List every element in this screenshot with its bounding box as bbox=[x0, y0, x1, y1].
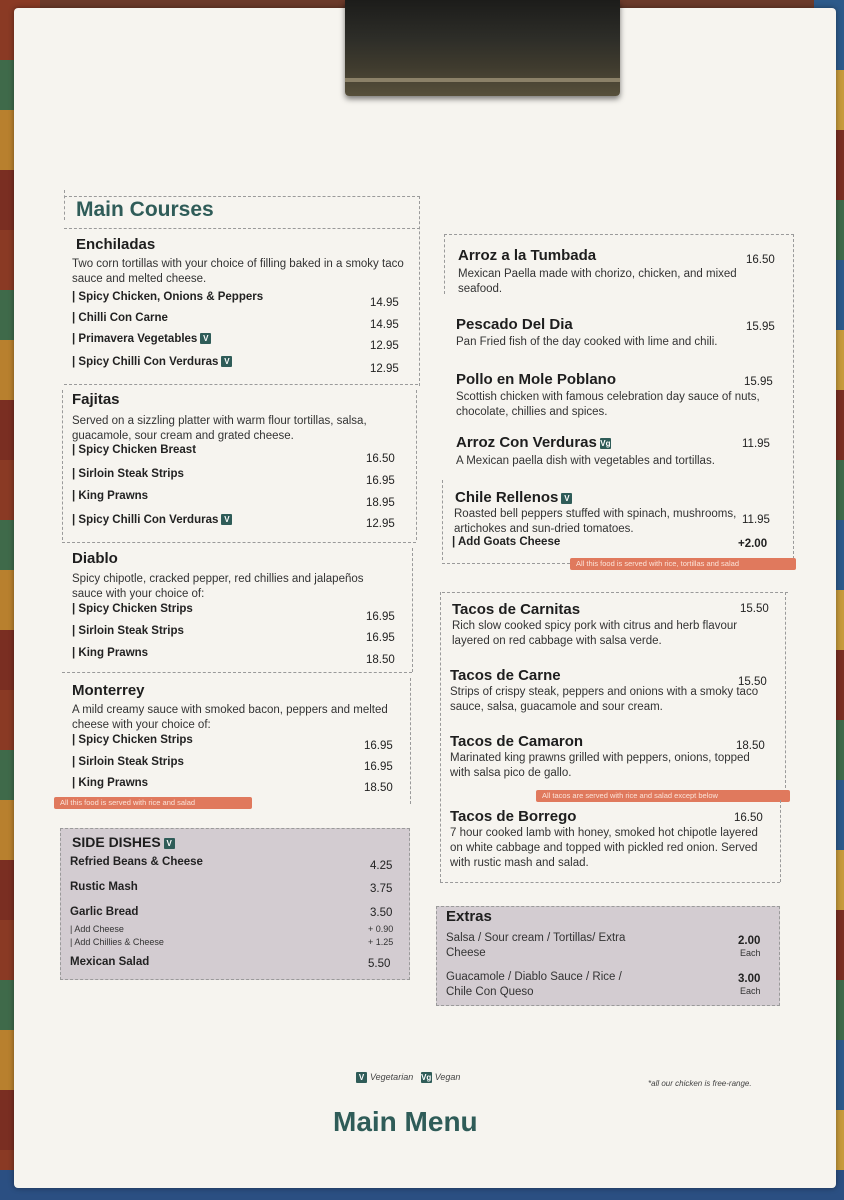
menu-item-price: 12.95 bbox=[370, 363, 399, 375]
divider bbox=[442, 592, 788, 593]
vegetarian-icon: V bbox=[221, 356, 232, 367]
menu-item-price: 16.95 bbox=[364, 761, 393, 773]
side-addon-price: + 1.25 bbox=[368, 937, 394, 947]
divider bbox=[64, 384, 418, 385]
addon-price: +2.00 bbox=[738, 538, 768, 550]
divider bbox=[780, 800, 781, 882]
side-item-name: Rustic Mash bbox=[70, 881, 138, 893]
menu-item-name: | Primavera Vegetables V bbox=[72, 333, 211, 345]
menu-item-name: | Spicy Chicken Breast bbox=[72, 444, 197, 456]
dish-name: Pollo en Mole Poblano bbox=[456, 371, 617, 388]
served-with-note: All tacos are served with rice and salad except below bbox=[536, 790, 790, 802]
dietary-legend: V Vegetarian Vg Vegan bbox=[356, 1072, 460, 1083]
side-item-price: 4.25 bbox=[370, 860, 393, 872]
menu-item-name: | Spicy Chicken, Onions & Peppers bbox=[72, 291, 264, 303]
menu-item-name: | Spicy Chicken Strips bbox=[72, 734, 193, 746]
dish-price: 16.50 bbox=[734, 812, 763, 824]
dish-price: 15.95 bbox=[746, 321, 775, 333]
dish-name: Tacos de Borrego bbox=[450, 808, 577, 825]
vegan-icon: Vg bbox=[600, 438, 611, 448]
dish-name: Tacos de Carnitas bbox=[452, 601, 581, 618]
menu-item-price: 14.95 bbox=[370, 319, 399, 331]
dish-price: 16.50 bbox=[746, 254, 775, 266]
vegetarian-icon: V bbox=[221, 514, 232, 525]
vegetarian-icon: V bbox=[356, 1072, 367, 1083]
extras-item-name: Salsa / Sour cream / Tortillas/ Extra Cheese bbox=[446, 932, 626, 959]
dish-description: Served on a sizzling platter with warm flour tortillas, salsa, guacamole, sour cream and grated cheese. bbox=[72, 415, 367, 442]
menu-item-price: 18.50 bbox=[364, 782, 393, 794]
divider bbox=[62, 672, 412, 673]
menu-item-name: | Spicy Chilli Con Verduras V bbox=[72, 514, 232, 526]
dish-description: Mexican Paella made with chorizo, chicken, and mixed seafood. bbox=[458, 268, 737, 295]
divider bbox=[793, 234, 794, 559]
divider bbox=[444, 234, 445, 294]
menu-item-price: 16.95 bbox=[366, 632, 395, 644]
side-item-name: Mexican Salad bbox=[70, 956, 150, 968]
menu-item-name: | Spicy Chilli Con Verduras V bbox=[72, 356, 232, 368]
menu-item-price: 16.95 bbox=[364, 740, 393, 752]
main-courses-title: Main Courses bbox=[76, 198, 214, 221]
side-item-price: 5.50 bbox=[368, 958, 391, 970]
dish-price: 15.50 bbox=[738, 676, 767, 688]
divider bbox=[440, 592, 441, 882]
extras-item-price: 3.00 bbox=[738, 973, 761, 985]
dish-description: Marinated king prawns grilled with peppers, onions, topped with salsa pico de gallo. bbox=[450, 752, 750, 779]
extras-item-unit: Each bbox=[740, 948, 761, 958]
side-item-name: Garlic Bread bbox=[70, 906, 139, 918]
served-with-note: All this food is served with rice and salad bbox=[54, 797, 252, 809]
side-addon-price: + 0.90 bbox=[368, 924, 394, 934]
clipboard-clip bbox=[345, 0, 620, 96]
divider bbox=[64, 228, 420, 229]
side-item-price: 3.75 bbox=[370, 883, 393, 895]
extras-item-price: 2.00 bbox=[738, 935, 761, 947]
vegetarian-icon: V bbox=[561, 493, 572, 504]
dish-description: Scottish chicken with famous celebration day sauce of nuts, chocolate, chillies and spices. bbox=[456, 391, 760, 418]
menu-item-name: | King Prawns bbox=[72, 777, 149, 789]
menu-item-name: | Sirloin Steak Strips bbox=[72, 468, 184, 480]
dish-price: 11.95 bbox=[742, 514, 770, 526]
side-dishes-title: SIDE DISHES V bbox=[72, 834, 175, 850]
menu-item-price: 18.50 bbox=[366, 654, 395, 666]
side-addon-name: | Add Cheese bbox=[70, 924, 124, 934]
dish-price: 15.95 bbox=[744, 376, 773, 388]
divider bbox=[412, 548, 413, 672]
dish-description: Two corn tortillas with your choice of filling baked in a smoky taco sauce and melted cheese. bbox=[72, 258, 404, 285]
side-item-price: 3.50 bbox=[370, 907, 393, 919]
extras-title: Extras bbox=[446, 908, 492, 925]
extras-item-name: Guacamole / Diablo Sauce / Rice / Chile Con Queso bbox=[446, 971, 622, 998]
menu-item-name: | King Prawns bbox=[72, 647, 149, 659]
vegetarian-icon: V bbox=[164, 838, 175, 849]
vegan-icon: Vg bbox=[421, 1073, 432, 1083]
extras-item-unit: Each bbox=[740, 986, 761, 996]
dish-description: Spicy chipotle, cracked pepper, red chillies and jalapeños sauce with your choice of: bbox=[72, 573, 364, 600]
menu-item-price: 16.95 bbox=[366, 611, 395, 623]
divider bbox=[442, 480, 443, 560]
dish-description: Rich slow cooked spicy pork with citrus and herb flavour layered on red cabbage with salsa verde. bbox=[452, 620, 738, 647]
dish-name: Tacos de Camaron bbox=[450, 733, 584, 750]
divider bbox=[419, 196, 420, 386]
divider bbox=[444, 234, 794, 235]
dish-description: A Mexican paella dish with vegetables and tortillas. bbox=[456, 455, 715, 467]
dish-name: Arroz a la Tumbada bbox=[458, 247, 597, 264]
dish-description: Pan Fried fish of the day cooked with lime and chili. bbox=[456, 336, 718, 348]
menu-item-price: 18.95 bbox=[366, 497, 395, 509]
main-menu-title: Main Menu bbox=[333, 1106, 478, 1137]
divider bbox=[64, 190, 65, 220]
dish-price: 11.95 bbox=[742, 438, 770, 450]
divider bbox=[62, 542, 416, 543]
menu-item-name: | Chilli Con Carne bbox=[72, 312, 168, 324]
dish-description: Roasted bell peppers stuffed with spinach, mushrooms, artichokes and sun-dried tomatoes. bbox=[454, 508, 737, 535]
menu-item-name: | King Prawns bbox=[72, 490, 149, 502]
divider bbox=[442, 563, 570, 564]
menu-item-name: | Sirloin Steak Strips bbox=[72, 756, 184, 768]
menu-item-price: 14.95 bbox=[370, 297, 399, 309]
dish-price: 15.50 bbox=[740, 603, 769, 615]
addon-name: | Add Goats Cheese bbox=[452, 536, 561, 548]
menu-item-price: 16.95 bbox=[366, 475, 395, 487]
dish-name: Diablo bbox=[72, 550, 118, 567]
dish-name: Enchiladas bbox=[76, 236, 156, 253]
side-addon-name: | Add Chillies & Cheese bbox=[70, 937, 164, 947]
menu-item-name: | Sirloin Steak Strips bbox=[72, 625, 184, 637]
divider bbox=[410, 678, 411, 804]
dish-name: Tacos de Carne bbox=[450, 667, 561, 684]
menu-item-name: | Spicy Chicken Strips bbox=[72, 603, 193, 615]
divider bbox=[62, 390, 63, 540]
vegetarian-icon: V bbox=[200, 333, 211, 344]
dish-name: Pescado Del Dia bbox=[456, 316, 573, 333]
divider bbox=[64, 196, 420, 197]
dish-price: 18.50 bbox=[736, 740, 765, 752]
side-item-name: Refried Beans & Cheese bbox=[70, 856, 203, 868]
served-with-note: All this food is served with rice, tortillas and salad bbox=[570, 558, 796, 570]
dish-description: 7 hour cooked lamb with honey, smoked hot chipotle layered on white cabbage and topped with pickled red onion. Served with rustic mash and salad. bbox=[450, 827, 758, 869]
menu-item-price: 12.95 bbox=[366, 518, 395, 530]
dish-description: A mild creamy sauce with smoked bacon, peppers and melted cheese with your choice of: bbox=[72, 704, 388, 731]
divider bbox=[440, 882, 780, 883]
dish-name: Fajitas bbox=[72, 391, 120, 408]
dish-name: Arroz Con Verduras Vg bbox=[456, 434, 611, 451]
divider bbox=[785, 592, 786, 788]
menu-item-price: 16.50 bbox=[366, 453, 395, 465]
menu-item-price: 12.95 bbox=[370, 340, 399, 352]
dish-name: Chile Rellenos V bbox=[455, 489, 572, 506]
footnote: *all our chicken is free-range. bbox=[648, 1079, 752, 1088]
dish-description: Strips of crispy steak, peppers and onions with a smoky taco sauce, salsa, guacamole and sour cream. bbox=[450, 686, 759, 713]
divider bbox=[416, 390, 417, 540]
dish-name: Monterrey bbox=[72, 682, 145, 699]
